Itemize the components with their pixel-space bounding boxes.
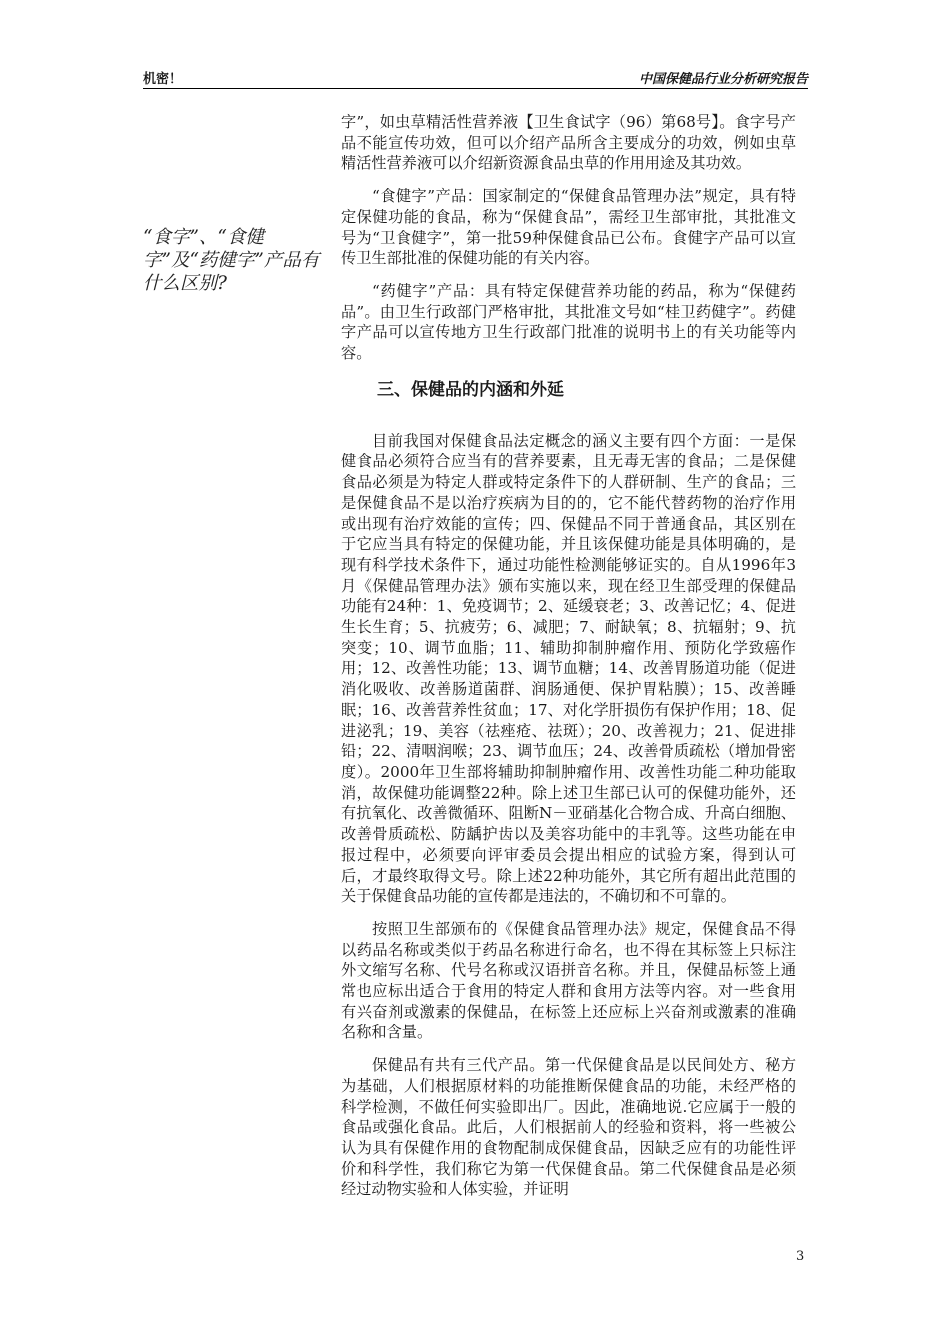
paragraph-health-food-license: “食健字”产品：国家制定的“保健食品管理办法”规定，具有特定保健功能的食品，称为“保健食品”，需经卫生部审批，其批准文号为“卫食健字”，第一批59种保健食品已公布。食健字产品可以宣传卫生部批准的保健功能的有关内容。 xyxy=(341,187,796,268)
paragraph-food-license: 字”，如虫草精活性营养液【卫生食试字（96）第68号】。食字号产品不能宣传功效，但可以介绍产品所含主要成分的功效，例如虫草精活性营养液可以介绍新资源食品虫草的作用用途及其功效。 xyxy=(341,113,796,173)
margin-question: “食字”、“食健字”及“药健字”产品有什么区别? xyxy=(143,227,320,294)
main-content xyxy=(341,112,796,1200)
paragraph-generations: 保健品有共有三代产品。第一代保健食品是以民间处方、秘方为基础，人们根据原材料的功能推断保健食品的功能，未经严格的科学检测，不做任何实验即出厂。因此，准确地说.它应属于一般的食品或强化食品。此后，人们根据前人的经验和资料，将一些被公认为具有保健作用的食物配制成保健食品，因缺乏应有的功能性评价和科学性，我们称它为第一代保健食品。第二代保健食品是必须经过动物实验和人体实验，并证明 xyxy=(341,1056,796,1199)
paragraph-health-drug-license: “药健字”产品：具有特定保健营养功能的药品，称为“保健药品”。由卫生行政部门严格审批，其批准文号如“桂卫药健字”。药健字产品可以宣传地方卫生行政部门批准的说明书上的有关功能等内容。 xyxy=(341,281,796,363)
page-header xyxy=(143,64,808,89)
confidential-label: 机密！ xyxy=(143,72,183,87)
section-heading: 三、保健品的内涵和外延 xyxy=(377,379,564,400)
page-number: 3 xyxy=(796,1249,805,1264)
paragraph-labeling: 按照卫生部颁布的《保健食品管理办法》规定，保健食品不得以药品名称或类似于药品名称进行命名，也不得在其标签上只标注外文缩写名称、代号名称或汉语拼音名称。并且，保健品标签上通常也应标出适合于食用的特定人群和食用方法等内容。对一些食用有兴奋剂或激素的保健品，在标签上还应标上兴奋剂或激素的准确名称和含量。 xyxy=(341,919,796,1042)
paragraph-concept: 目前我国对保健食品法定概念的涵义主要有四个方面：一是保健食品必须符合应当有的营养要素，且无毒无害的食品；二是保健食品必须是为特定人群或特定条件下的人群研制、生产的食品；三是保健食品不是以治疗疾病为目的的，它不能代替药物的治疗作用或出现有治疗效能的宣传；四、保健品不同于普通食品，其区别在于它应当具有特定的保健功能，并且该保健功能是具体明确的，是现有科学技术条件下，通过功能性检测能够证实的。自从1996年3月《保健品管理办法》颁布实施以来，现在经卫生部受理的保健品功能有24种：1、免疫调节；2、延缓衰老；3、改善记忆；4、促进生长生育；5、抗疲劳；6、减肥；7、耐缺氧；8、抗辐射；9、抗突变；10、调节血脂；11、辅助抑制肿瘤作用、预防化学致癌作用；12、改善性功能；13、调节血糖；14、改善胃肠道功能（促进消化吸收、改善肠道菌群、润肠通便、保护胃粘膜）；15、改善睡眠；16、改善营养性贫血；17、对化学肝损伤有保护作用；18、促进泌乳；19、美容（祛痤疮、祛斑）；20、改善视力；21、促进排铅；22、清咽润喉；23、调节血压；24、改善骨质疏松（增加骨密度）。2000年卫生部将辅助抑制肿瘤作用、改善性功能二种功能取消，故保健功能调整22种。除上述卫生部已认可的保健功能外，还有抗氧化、改善微循环、阻断N－亚硝基化合物合成、升高白细胞、改善骨质疏松、防龋护齿以及美容功能中的丰乳等。这些功能在申报过程中，必须要向评审委员会提出相应的试验方案，得到认可后，才最终取得文号。除上述22种功能外，其它所有超出此范围的关于保健食品功能的宣传都是违法的，不确切和不可靠的。 xyxy=(341,431,796,906)
report-title: 中国保健品行业分析研究报告 xyxy=(638,72,808,87)
